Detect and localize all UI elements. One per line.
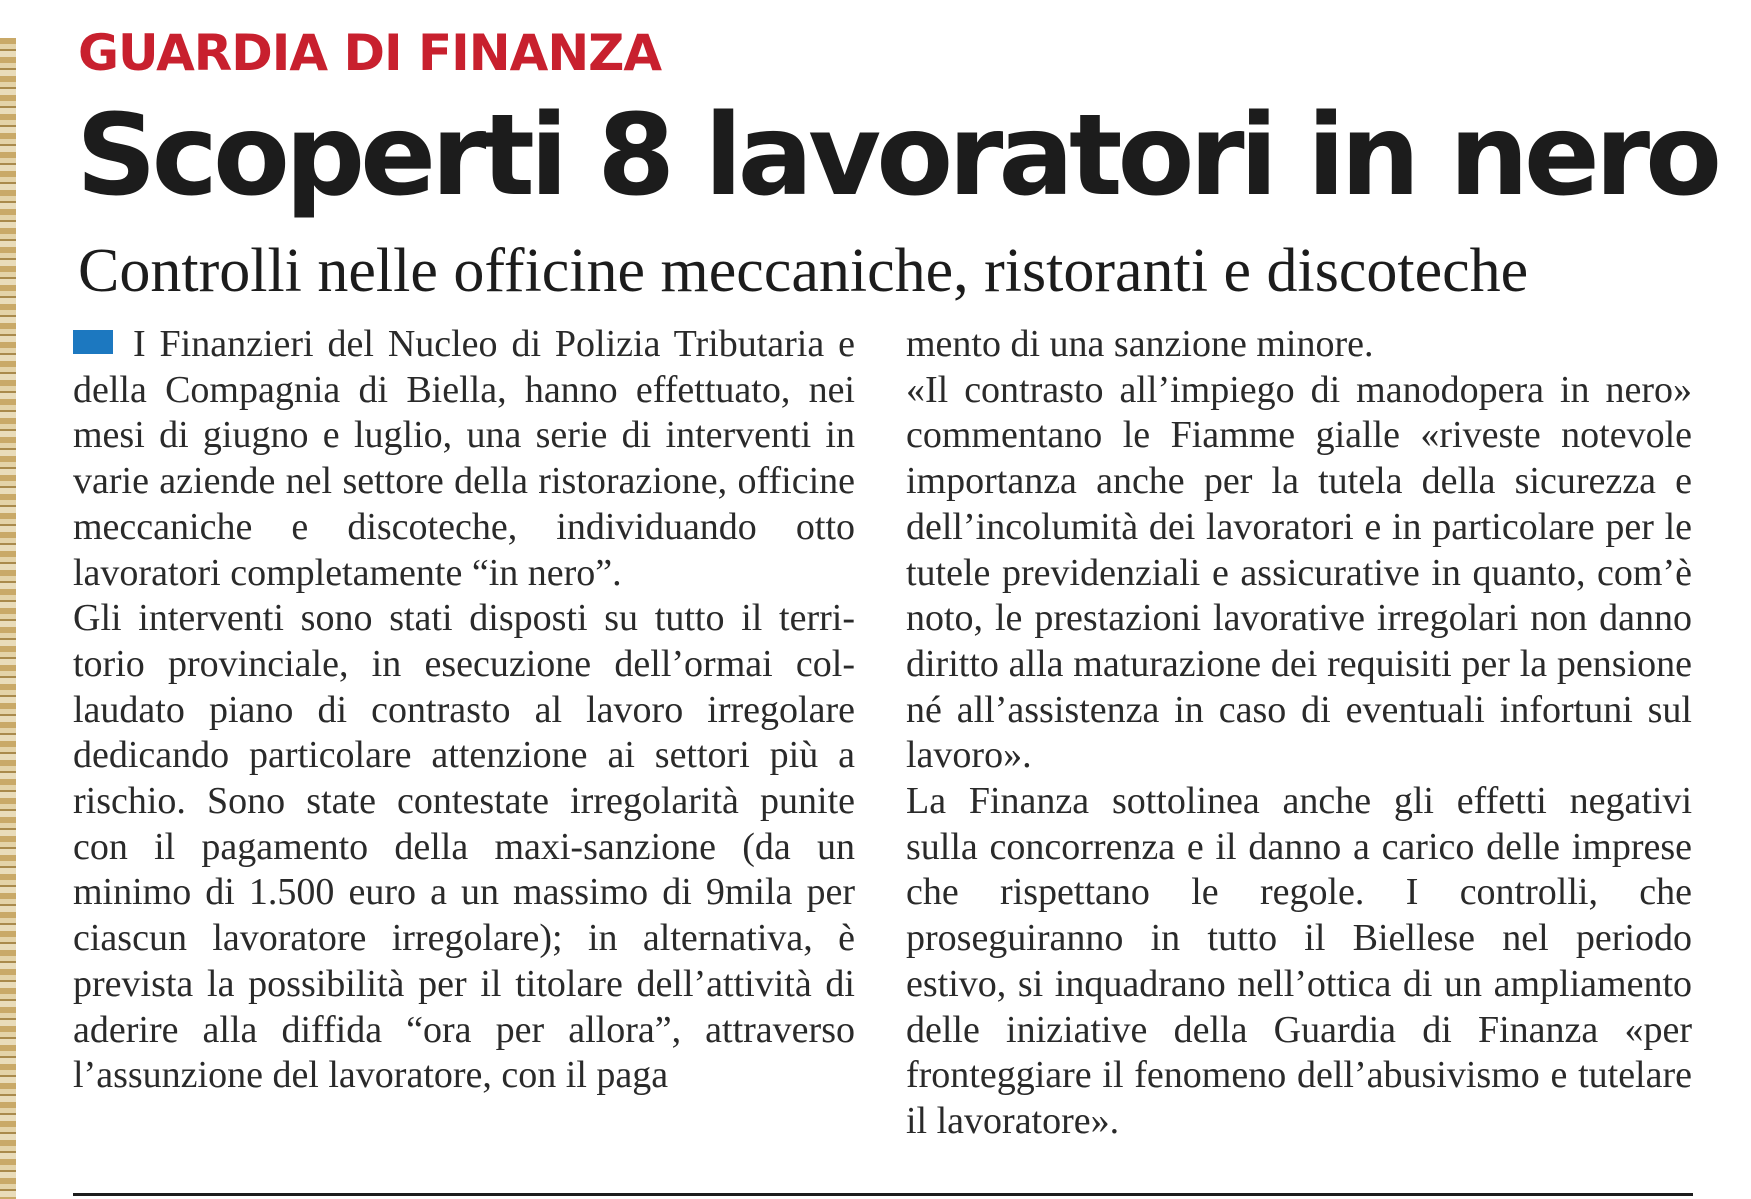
page-edge-strip [0, 38, 16, 1199]
bottom-rule [73, 1193, 1693, 1196]
paragraph-4: «Il contrasto all’impiego di manodopera in nero» commentano le Fiamme gialle «riveste notevole importanza anche per la tutela della sicurezza e dell’incolumità dei lavoratori e in particolare per le tutele previdenziali e assicurative in quanto, com’è noto, le prestazioni lavorative irregolari non danno diritto alla maturazione dei requisiti per la pensione né all’assistenza in caso di eventuali infortuni sul lavoro». [906, 368, 1692, 777]
section-kicker: GUARDIA DI FINANZA [78, 24, 662, 82]
paragraph-1-text: I Finanzieri del Nucleo di Polizia Tributaria e della Compagnia di Biella, hanno effettuato, nei mesi di giugno e luglio, una serie di interventi in varie aziende nel settore della ristorazione, officine meccaniche e discoteche, individuando otto lavoratori completamente “in nero”. [73, 323, 855, 594]
article-headline: Scoperti 8 lavoratori in nero [76, 91, 1718, 221]
lead-bullet-square [73, 330, 113, 354]
paragraph-1 [73, 322, 855, 596]
paragraph-3: mento di una sanzione minore. [906, 323, 1374, 365]
article-column-right [906, 322, 1692, 1145]
article-subheadline: Controlli nelle officine meccaniche, ristoranti e discoteche [78, 237, 1529, 305]
article-column-left [73, 322, 855, 1099]
paragraph-5: La Finanza sottolinea anche gli effetti negativi sulla concorrenza e il danno a carico delle imprese che rispettano le regole. I controlli, che proseguiranno in tutto il Biellese nel periodo estivo, si inquadrano nell’ottica di un ampliamento delle iniziative della Guardia di Finanza «per fronteggiare il fenomeno dell’abusivismo e tutelare il lavoratore». [906, 780, 1692, 1142]
paragraph-2: Gli interventi sono stati disposti su tutto il territorio provinciale, in esecuzione dell’ormai collaudato piano di contrasto al lavoro irregolare dedicando particolare attenzione ai settori più a rischio. Sono state contestate irregolarità punite con il pagamento della maxi-sanzione (da un minimo di 1.500 euro a un massimo di 9mila per ciascun lavoratore irregolare); in alternativa, è prevista la possibilità per il titolare dell’attività di aderire alla diffida “ora per allora”, attraverso l’assunzione del lavoratore, con il paga [73, 597, 855, 1097]
